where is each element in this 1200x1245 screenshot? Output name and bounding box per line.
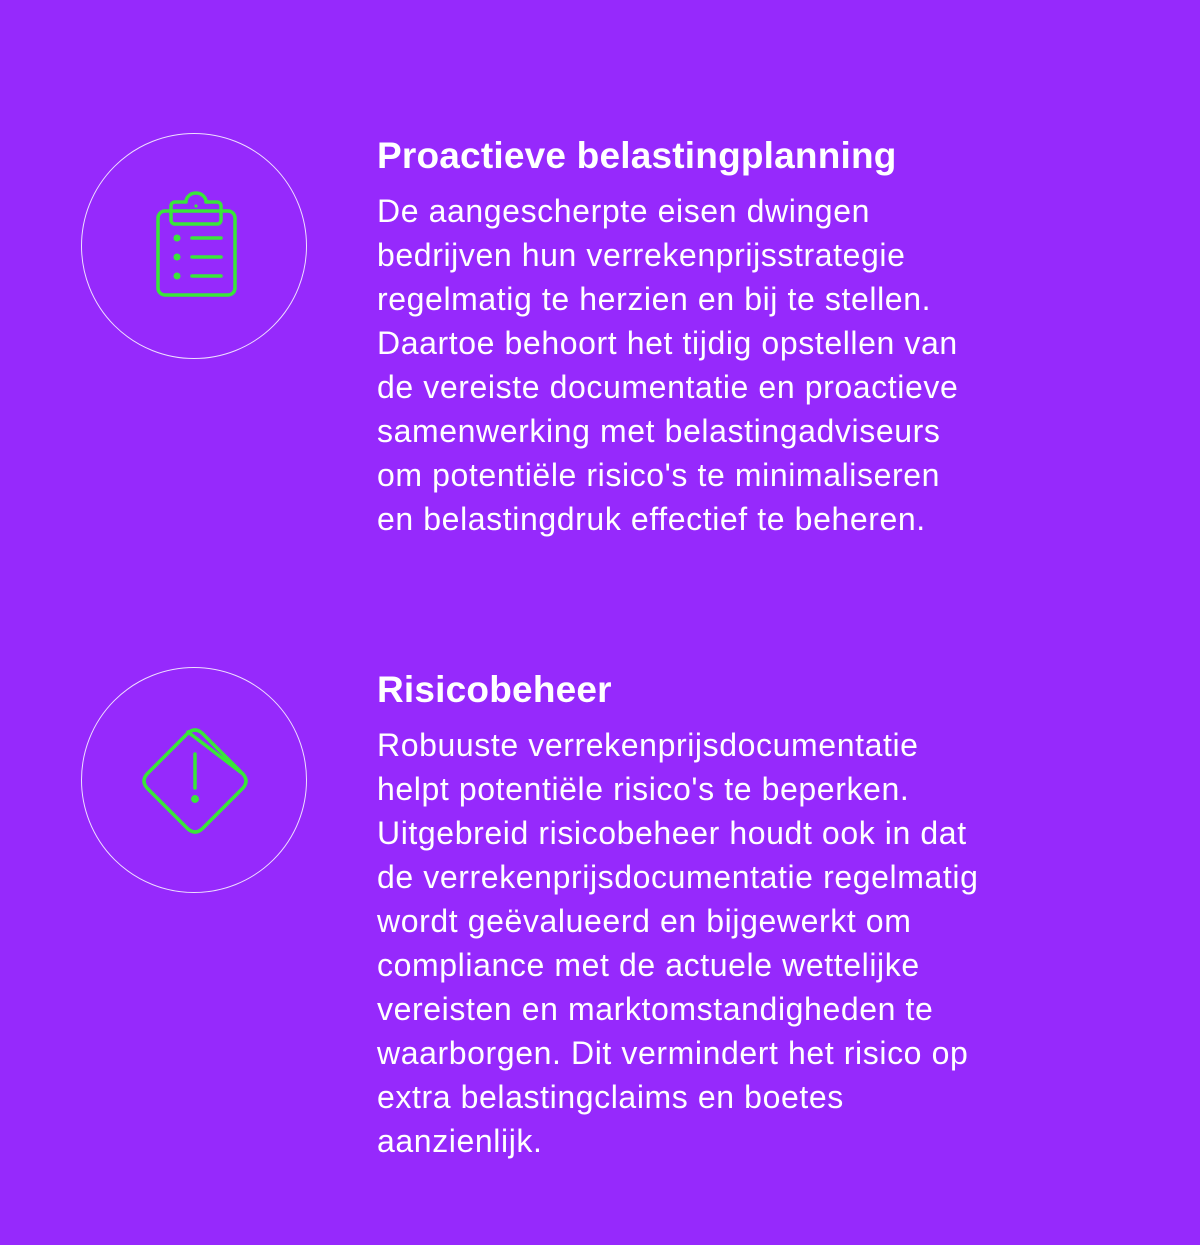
feature-text — [377, 133, 1077, 541]
feature-title: Risicobeheer — [377, 669, 612, 710]
feature-title: Proactieve belastingplanning — [377, 135, 897, 176]
feature-text — [377, 667, 1077, 1163]
feature-description: De aangescherpte eisen dwingen bedrijven hun verrekenprijsstrategie regelmatig te herzien en bij te stellen. Daartoe behoort het tijdig opstellen van de vereiste documentatie en proactieve samenwerking met belastingadviseurs om potentiële risico's te minimaliseren en belastingdruk effectief te beheren. — [377, 193, 959, 537]
warning-diamond-icon — [82, 668, 308, 894]
clipboard-list-icon — [82, 134, 308, 360]
icon-circle — [81, 133, 307, 359]
icon-circle — [81, 667, 307, 893]
feature-description: Robuuste verrekenprijsdocumentatie helpt potentiële risico's te beperken. Uitgebreid risicobeheer houdt ook in dat de verrekenprijsdocumentatie regelmatig wordt geëvalueerd en bijgewerkt om compliance met de actuele wettelijke vereisten en marktomstandigheden te waarborgen. Dit vermindert het risico op extra belastingclaims en boetes aanzienlijk. — [377, 727, 979, 1159]
